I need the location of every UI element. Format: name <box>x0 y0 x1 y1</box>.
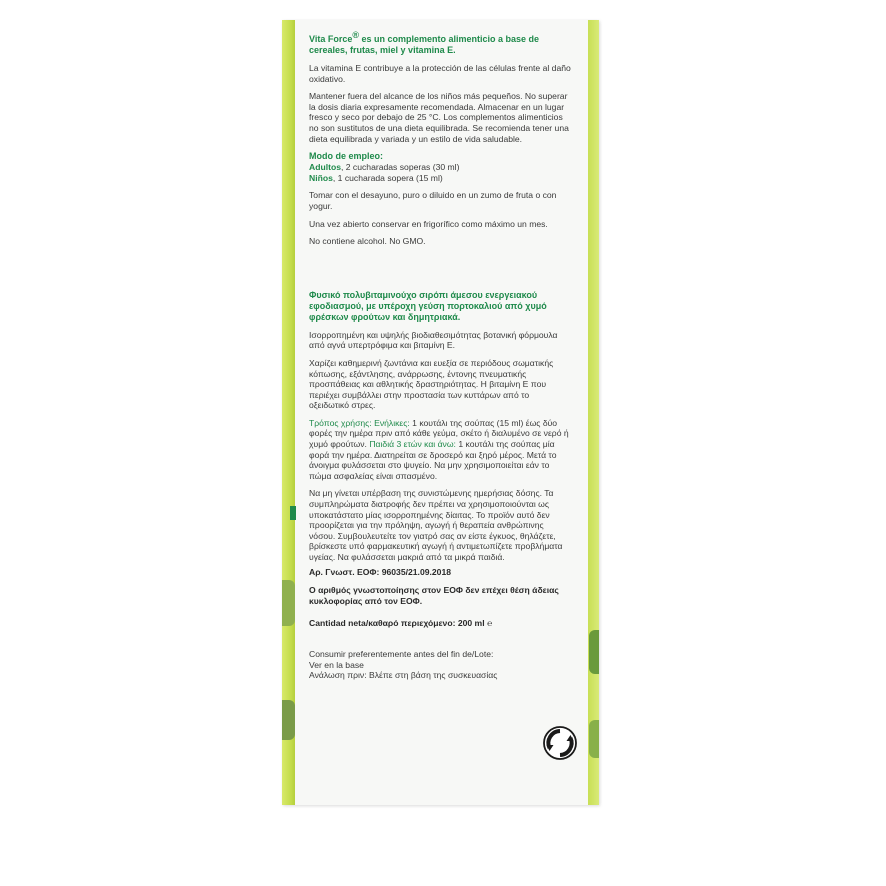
greek-warnings: Να μη γίνεται υπέρβαση της συνιστώμενης ημερήσιας δόσης. Τα συμπληρώματα διατροφής δεν πρέπει να χρησιμοποιούνται ως υποκατάστατο μίας ισορροπημένης δίαιτας. Το προϊόν αυτό δεν προορίζεται για την πρόληψη, αγωγή ή θεραπεία ανθρώπινης νόσου. Συμβουλευτείτε τον γιατρό σας αν είστε έγκυος, θηλάζετε, βρίσκεστε υπό φαρμακευτική αγωγή ή αντιμετωπίζετε προβλήματα υγείας. Να φυλάσσεται μακριά από τα μικρά παιδιά. <box>309 488 563 562</box>
adults-label: Adultos <box>309 162 341 173</box>
children-dose: , 1 cucharada sopera (15 ml) <box>332 172 443 183</box>
leaf-decoration <box>282 700 295 740</box>
children-label: Niños <box>309 172 333 183</box>
no-alcohol-note: No contiene alcohol. No GMO. <box>309 236 426 247</box>
right-lime-border <box>588 20 599 805</box>
package-side-panel <box>282 20 599 805</box>
best-before-es: Consumir preferentemente antes del fin de/Lote: <box>309 648 494 659</box>
green-dot-recycling-icon <box>543 726 577 760</box>
net-quantity: Cantidad neta/καθαρό περιεχόμενο: 200 ml ℮ <box>309 618 493 629</box>
vitamin-e-claim: La vitamina E contribuye a la protección de las células frente al daño oxidativo. <box>309 63 571 84</box>
storage-instructions: Una vez abierto conservar en frigorífico como máximo un mes. <box>309 218 548 229</box>
greek-vitality: Χαρίζει καθημερινή ζωντάνια και ευεξία σε περιόδους σωματικής κόπωσης, εξάντλησης, ανάρρωσης, έντονης πνευματικής προσπάθειας και αθλητικής δραστηριότητας. Η βιταμίνη Ε που περιέχει συμβάλλει στην προστασία των κυττάρων από το οξειδωτικό στρες. <box>309 357 554 411</box>
usage-title: Modo de empleo: <box>309 151 383 162</box>
spanish-usage <box>309 151 571 183</box>
eof-number: Αρ. Γνωστ. ΕΟΦ: 96035/21.09.2018 <box>309 566 452 577</box>
label-text <box>309 30 571 688</box>
leaf-decoration <box>589 720 599 758</box>
spanish-intro <box>309 30 571 56</box>
leaf-decoration <box>589 630 599 674</box>
intro-text: es un complemento alimenticio a base de cereales, frutas, miel y vitamina E. <box>309 34 540 55</box>
registered-mark: ® <box>352 30 359 40</box>
greek-usage <box>309 418 571 482</box>
left-lime-border <box>282 20 295 805</box>
greek-usage-adults: 1 κουτάλι της σούπας (15 ml) έως δύο φορές την ημέρα πριν από κάθε γεύμα, σκέτο ή διαλυμένο σε νερό ή χυμό φρούτων. <box>309 417 569 450</box>
green-tab-mark <box>290 506 296 520</box>
greek-headline: Φυσικό πολυβιταμινούχο σιρόπι άμεσου ενεργειακού εφοδιασμού, με υπέροχη γεύση πορτοκαλιού από χυμό φρέσκων φρούτων και δημητριακά. <box>309 289 547 322</box>
breakfast-instructions: Tomar con el desayuno, puro o diluido en un zumo de fruta o con yogur. <box>309 190 557 211</box>
section-spacer <box>309 254 571 290</box>
best-before <box>309 649 571 681</box>
greek-children-text: 1 κουτάλι της σούπας μία φορά την ημέρα. Διατηρείται σε δροσερό και ξηρό μέρος. Μετά το άνοιγμα φυλάσσεται στο ψυγείο. Να μην χρησιμοποιείται εάν το πώμα ασφαλείας είναι σπασμένο. <box>309 439 557 481</box>
greek-usage-label: Τρόπος χρήσης: Ενήλικες: <box>309 417 410 428</box>
spanish-warning: Mantener fuera del alcance de los niños más pequeños. No superar la dosis diaria expresamente recomendada. Almacenar en un lugar fresco y seco por debajo de 25 °C. Los complementos alimenticios no son sustitutos de una dieta equilibrada. Se recomienda tener una dieta equilibrada y variada y un estilo de vida saludable. <box>309 91 569 144</box>
greek-formula: Ισορροπημένη και υψηλής βιοδιαθεσιμότητας βοτανική φόρμουλα από αγνά υπερτρόφιμα και βιταμίνη Ε. <box>309 329 558 351</box>
brand-name: Vita Force <box>309 34 353 44</box>
best-before-gr: Ανάλωση πριν: Βλέπε στη βάση της συσκευασίας <box>309 670 498 681</box>
greek-children-label: Παιδιά 3 ετών και άνω: <box>369 439 456 450</box>
eof-notice: Ο αριθμός γνωστοποίησης στον ΕΟΦ δεν επέχει θέση άδειας κυκλοφορίας από τον ΕΟΦ. <box>309 585 559 606</box>
adults-dose: , 2 cucharadas soperas (30 ml) <box>340 162 460 173</box>
leaf-decoration <box>282 580 295 626</box>
see-base: Ver en la base <box>309 659 364 670</box>
